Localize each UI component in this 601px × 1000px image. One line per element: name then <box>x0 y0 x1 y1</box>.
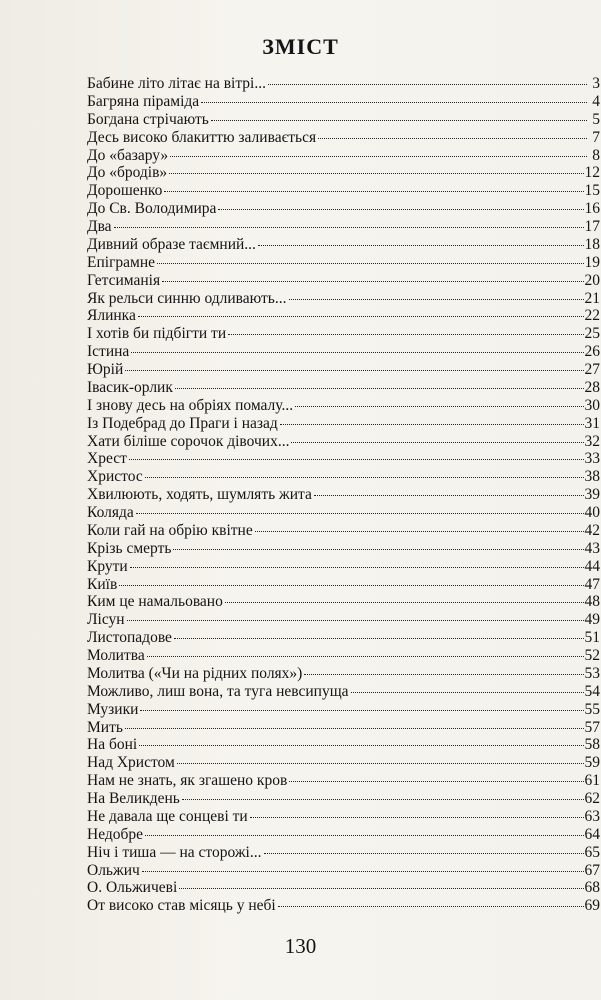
toc-entry-page: 58 <box>584 736 600 754</box>
toc-entry-title: Листопадове <box>87 629 172 647</box>
toc-entry <box>87 129 600 147</box>
toc-entry <box>87 218 600 236</box>
toc-entry <box>87 164 600 182</box>
toc-entry-page: 5 <box>592 110 600 128</box>
toc-entry <box>87 290 600 308</box>
dot-leader <box>175 388 584 389</box>
toc-entry <box>87 897 600 915</box>
toc-entry <box>87 182 600 200</box>
toc-entry <box>87 844 600 862</box>
toc-entry-page: 47 <box>584 575 600 593</box>
toc-entry-title: Ялинка <box>87 307 136 325</box>
dot-leader <box>201 102 587 103</box>
dot-leader <box>182 799 584 800</box>
toc-entry <box>87 879 600 897</box>
dot-leader <box>218 209 583 210</box>
dot-leader <box>129 459 584 460</box>
toc-entry-title: Христос <box>87 468 143 486</box>
toc-entry-page: 28 <box>584 378 600 396</box>
toc-entry-page: 27 <box>584 361 600 378</box>
toc-entry-page: 65 <box>584 843 600 861</box>
toc-entry <box>87 361 600 379</box>
toc-entry-title: Бабине літо літає на вітрі... <box>87 75 266 92</box>
toc-entry-title: Київ <box>87 575 118 593</box>
toc-entry <box>87 272 600 290</box>
dot-leader <box>125 728 584 729</box>
toc-entry-title: Крізь смерть <box>87 539 172 557</box>
dot-leader <box>119 585 583 586</box>
dot-leader <box>139 745 583 746</box>
toc-entry <box>87 450 600 468</box>
toc-entry-page: 69 <box>584 897 600 915</box>
toc-entry <box>87 719 600 737</box>
toc-entry-title: Хати біліше сорочок дівочих... <box>87 432 290 450</box>
toc-entry <box>87 200 600 218</box>
toc-entry-title: Істина <box>87 343 130 361</box>
toc-entry-title: Богдана стрічають <box>87 110 209 128</box>
dot-leader <box>318 138 587 139</box>
dot-leader <box>179 888 583 889</box>
dot-leader <box>140 710 583 711</box>
dot-leader <box>295 406 583 407</box>
toc-entry <box>87 826 600 844</box>
toc-entry-page: 25 <box>584 325 600 343</box>
page-title: ЗМІСТ <box>262 34 339 59</box>
toc-entry-title: Над Христом <box>87 754 175 772</box>
toc-entry <box>87 772 600 790</box>
dot-leader <box>138 316 584 317</box>
toc-entry-page: 18 <box>584 235 600 253</box>
toc-entry <box>87 236 600 254</box>
dot-leader <box>278 906 584 907</box>
dot-leader <box>162 281 583 282</box>
toc-entry <box>87 576 600 594</box>
dot-leader <box>173 549 583 550</box>
dot-leader <box>177 763 584 764</box>
dot-leader <box>136 513 584 514</box>
dot-leader <box>289 299 584 300</box>
toc-entry-title: Як рельси синню одливають... <box>87 289 287 307</box>
dot-leader <box>250 817 584 818</box>
toc-entry-title: До Св. Володимира <box>87 200 217 218</box>
toc-entry-title: Десь високо блакиттю заливається <box>87 128 317 146</box>
dot-leader <box>147 656 584 657</box>
toc-entry-title: О. Ольжичеві <box>87 879 178 897</box>
toc-entry <box>87 862 600 880</box>
toc-entry-page: 40 <box>584 504 600 521</box>
toc-entry-title: На Великдень <box>87 790 180 807</box>
toc-entry-page: 55 <box>584 700 600 718</box>
toc-entry <box>87 415 600 433</box>
toc-entry <box>87 629 600 647</box>
dot-leader <box>351 692 584 693</box>
toc-entry-title: На боні <box>87 736 138 754</box>
toc-entry-title: Мить <box>87 718 123 736</box>
toc-entry-page: 68 <box>584 879 600 897</box>
dot-leader <box>225 602 584 603</box>
toc-entry-title: Ким це намальовано <box>87 593 223 611</box>
toc-entry-title: Крути <box>87 557 128 575</box>
toc-entry-page: 54 <box>584 682 600 700</box>
toc-entry-title: Можливо, лиш вона, та туга невсипуща <box>87 682 349 700</box>
toc-entry-page: 4 <box>592 92 600 110</box>
dot-leader <box>174 638 584 639</box>
toc-entry <box>87 522 600 540</box>
toc-entry-title: Епіграмне <box>87 253 156 271</box>
toc-entry-title: Дивний образе таємний... <box>87 235 256 253</box>
dot-leader <box>268 84 587 85</box>
toc-entry-title: От високо став місяць у небі <box>87 897 276 915</box>
toc-entry-title: Коли гай на обрію квітне <box>87 521 253 539</box>
toc-entry <box>87 647 600 665</box>
toc-entry-title: До «базару» <box>87 146 169 164</box>
dot-leader <box>291 442 583 443</box>
toc-entry-title: Багряна піраміда <box>87 92 200 110</box>
toc-entry <box>87 111 600 129</box>
toc-entry-title: Ніч і тиша — на сторожі... <box>87 843 262 861</box>
toc-entry-page: 16 <box>584 200 600 218</box>
toc-entry-title: Ольжич <box>87 861 140 879</box>
toc-entry-page: 32 <box>584 432 600 450</box>
toc-entry-page: 31 <box>584 414 600 432</box>
toc-entry <box>87 307 600 325</box>
toc-entry <box>87 379 600 397</box>
toc-entry-page: 63 <box>584 807 600 825</box>
page-number: 130 <box>284 934 317 958</box>
toc-entry-page: 15 <box>584 182 600 200</box>
toc-entry <box>87 736 600 754</box>
toc-entry-page: 26 <box>584 343 600 361</box>
toc-entry <box>87 558 600 576</box>
toc-entry-title: Коляда <box>87 504 134 521</box>
toc-entry-title: Молитва <box>87 647 145 664</box>
dot-leader <box>164 191 583 192</box>
toc-entry-title: Недобре <box>87 825 144 843</box>
toc-entry-page: 59 <box>584 754 600 772</box>
toc-entry-page: 38 <box>584 468 600 486</box>
toc-entry-page: 64 <box>584 825 600 843</box>
dot-leader <box>157 263 583 264</box>
toc-entry <box>87 93 600 111</box>
toc-entry-page: 52 <box>584 647 600 664</box>
toc-entry-page: 48 <box>584 593 600 611</box>
toc-entry <box>87 504 600 522</box>
dot-leader <box>304 674 583 675</box>
dot-leader <box>145 477 584 478</box>
toc-entry-page: 42 <box>584 521 600 539</box>
toc-entry-title: Хрест <box>87 450 127 468</box>
toc-entry-title: Із Подебрад до Праги і назад <box>87 414 278 432</box>
toc-entry <box>87 665 600 683</box>
toc-entry <box>87 147 600 165</box>
toc-entry <box>87 433 600 451</box>
toc-entry-page: 7 <box>592 128 600 146</box>
dot-leader <box>258 245 584 246</box>
toc-entry-page: 43 <box>584 539 600 557</box>
toc-entry <box>87 254 600 272</box>
toc-entry <box>87 683 600 701</box>
toc-entry-title: І знову десь на обріях помалу... <box>87 396 294 414</box>
toc-entry <box>87 701 600 719</box>
dot-leader <box>142 871 584 872</box>
dot-leader <box>145 835 583 836</box>
toc-entry-page: 49 <box>584 611 600 629</box>
toc-entry-title: Молитва («Чи на рідних полях») <box>87 664 303 682</box>
toc-entry-page: 67 <box>584 861 600 879</box>
toc-entry <box>87 593 600 611</box>
toc-entry <box>87 397 600 415</box>
toc-entry-page: 44 <box>584 557 600 575</box>
dot-leader <box>211 120 587 121</box>
toc-entry <box>87 754 600 772</box>
toc-entry <box>87 790 600 808</box>
toc-entry-page: 12 <box>584 164 600 182</box>
dot-leader <box>228 334 583 335</box>
toc-entry-page: 21 <box>584 289 600 307</box>
toc-entry <box>87 611 600 629</box>
toc-entry <box>87 540 600 558</box>
dot-leader <box>289 781 583 782</box>
toc-entry-page: 30 <box>584 396 600 414</box>
toc-entry-page: 3 <box>592 75 600 92</box>
toc-entry-page: 57 <box>584 718 600 736</box>
toc-entry-title: Дорошенко <box>87 182 163 200</box>
toc-entry <box>87 343 600 361</box>
dot-leader <box>125 370 583 371</box>
toc-entry <box>87 75 600 93</box>
toc-entry-page: 61 <box>584 772 600 790</box>
toc-entry-title: Музики <box>87 700 139 718</box>
toc-entry <box>87 808 600 826</box>
toc-entry-page: 33 <box>584 450 600 468</box>
toc-entry-page: 20 <box>584 271 600 289</box>
dot-leader <box>170 156 587 157</box>
toc-entry-title: Два <box>87 218 112 235</box>
dot-leader <box>264 853 584 854</box>
toc-entry-title: І хотів би підбігти ти <box>87 325 227 343</box>
dot-leader <box>131 352 583 353</box>
toc-entry-title: Не давала ще сонцеві ти <box>87 807 248 825</box>
dot-leader <box>114 227 584 228</box>
toc-entry-page: 51 <box>584 629 600 647</box>
toc-entry-title: Юрій <box>87 361 124 378</box>
dot-leader <box>169 173 583 174</box>
table-of-contents <box>87 75 600 915</box>
toc-entry-title: Івасик-орлик <box>87 378 173 396</box>
toc-entry-page: 19 <box>584 253 600 271</box>
toc-entry <box>87 468 600 486</box>
dot-leader <box>127 620 584 621</box>
toc-entry-title: Нам не знать, як згашено кров <box>87 772 288 790</box>
toc-entry-page: 17 <box>584 218 600 235</box>
toc-entry <box>87 486 600 504</box>
dot-leader <box>280 424 584 425</box>
toc-entry-page: 62 <box>584 790 600 807</box>
toc-entry-title: Лісун <box>87 611 125 629</box>
toc-entry-title: Хвилюють, ходять, шумлять жита <box>87 486 312 504</box>
toc-entry-title: Гетсиманія <box>87 271 161 289</box>
toc-entry <box>87 325 600 343</box>
toc-entry-page: 8 <box>592 146 600 164</box>
toc-entry-title: До «бродів» <box>87 164 168 182</box>
toc-entry-page: 53 <box>584 664 600 682</box>
toc-entry-page: 22 <box>584 307 600 325</box>
dot-leader <box>314 495 584 496</box>
dot-leader <box>130 567 584 568</box>
dot-leader <box>255 531 584 532</box>
toc-entry-page: 39 <box>584 486 600 504</box>
